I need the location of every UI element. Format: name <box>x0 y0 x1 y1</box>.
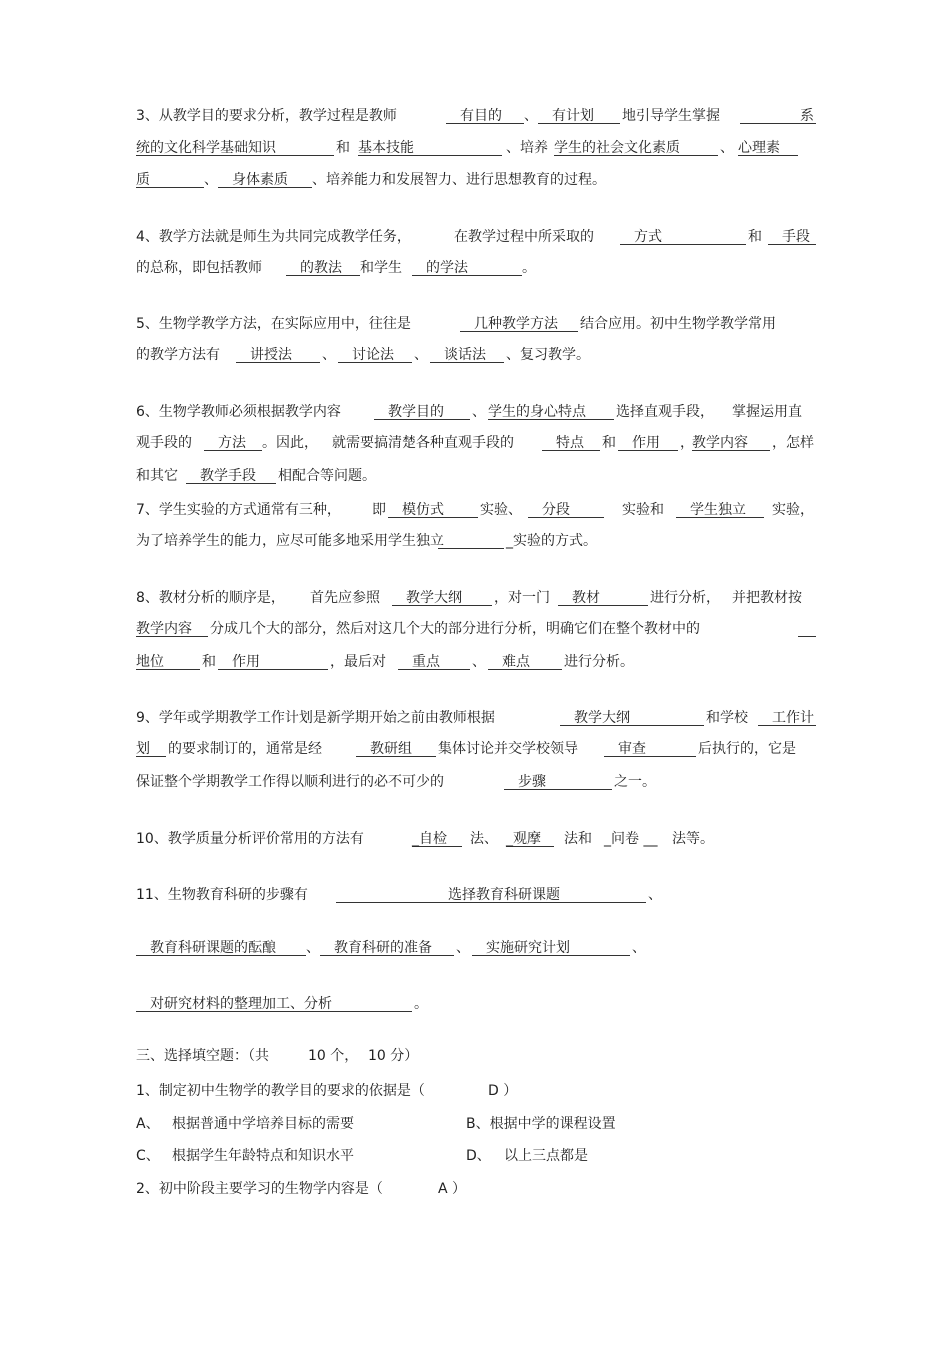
text-line <box>136 529 816 553</box>
text-segment: 选择直观手段， <box>616 404 714 420</box>
underlined-answer: 方法 <box>204 431 262 451</box>
text-segment: 相配合等问题。 <box>278 468 376 484</box>
text-segment: 。 <box>414 996 428 1012</box>
text-segment: 即 <box>372 502 386 518</box>
underlined-answer: 有计划 <box>538 104 620 124</box>
underlined-answer: 作用 <box>618 431 678 451</box>
underlined-answer: 步骤 <box>504 770 612 790</box>
text-segment: 10、教学质量分析评价常用的方法有 <box>136 831 364 847</box>
text-line <box>136 936 816 960</box>
underlined-answer: 学生的社会文化素质 <box>554 136 718 156</box>
text-segment: 首先应参照 <box>310 590 380 606</box>
underlined-answer: 基本技能 <box>358 136 502 156</box>
text-line <box>136 343 816 367</box>
text-segment: 8、教材分析的顺序是， <box>136 590 285 606</box>
text-line <box>136 650 816 674</box>
text-line <box>136 1112 816 1136</box>
underlined-answer: 质 <box>136 168 204 188</box>
text-segment: 保证整个学期教学工作得以顺利进行的必不可少的 <box>136 774 444 790</box>
text-segment: ，怎样 <box>772 435 814 451</box>
underlined-answer: 教学手段 <box>186 464 276 484</box>
text-line <box>136 1044 816 1068</box>
text-line <box>136 827 816 851</box>
text-segment: 后执行的，它是 <box>698 741 796 757</box>
underlined-answer: 模仿式 <box>388 498 478 518</box>
underlined-answer: 统的文化科学基础知识 <box>136 136 334 156</box>
text-line <box>136 104 816 128</box>
underlined-answer: 教学大纲 <box>560 706 704 726</box>
text-segment: _问卷 __ <box>604 831 658 847</box>
text-segment: 实验， <box>772 502 814 518</box>
underlined-answer: 分段 <box>528 498 604 518</box>
text-segment: 。 <box>522 260 536 276</box>
text-line <box>136 464 816 488</box>
underlined-answer: 对研究材料的整理加工、分析 <box>136 992 412 1012</box>
text-segment: 分成几个大的部分，然后对这几个大的部分进行分析，明确它们在整个教材中的 <box>210 621 700 637</box>
underlined-answer: 划 <box>136 737 166 757</box>
text-segment: 和 <box>602 435 616 451</box>
text-line <box>136 737 816 761</box>
text-segment: 观手段的 <box>136 435 192 451</box>
underlined-answer: 教学内容 <box>136 617 208 637</box>
underlined-answer: 的学法 <box>412 256 522 276</box>
text-line <box>136 312 816 336</box>
underlined-answer <box>438 529 504 549</box>
underlined-answer: 特点 <box>542 431 600 451</box>
text-line <box>136 883 816 907</box>
text-segment: A、 <box>136 1116 160 1132</box>
text-segment: 、 <box>456 940 470 956</box>
text-segment: 、 <box>632 940 646 956</box>
underlined-answer: 讨论法 <box>338 343 412 363</box>
text-segment: ，对一门 <box>494 590 550 606</box>
text-segment: 进行分析， <box>650 590 720 606</box>
text-segment: ， <box>680 435 694 451</box>
underlined-answer: 的教法 <box>286 256 360 276</box>
text-segment: 9、学年或学期教学工作计划是新学期开始之前由教师根据 <box>136 710 495 726</box>
text-segment: 的要求制订的，通常是经 <box>168 741 322 757</box>
text-line <box>136 168 816 192</box>
underlined-answer: 教研组 <box>356 737 436 757</box>
underlined-answer: 教育科研的准备 <box>320 936 454 956</box>
underlined-answer: 工作计 <box>758 706 816 726</box>
text-segment: 地引导学生掌握 <box>622 108 720 124</box>
text-segment: D、 <box>466 1148 491 1164</box>
underlined-answer: 审查 <box>604 737 696 757</box>
text-segment: 并把教材按 <box>732 590 802 606</box>
text-segment: 法和 <box>564 831 592 847</box>
text-segment: 1、制定初中生物学的教学目的要求的依据是（ <box>136 1083 425 1099</box>
text-line <box>136 136 816 160</box>
underlined-answer: 心理素 <box>738 136 798 156</box>
underlined-answer: 身体素质 <box>218 168 312 188</box>
underlined-answer: _观摩 <box>506 827 554 847</box>
text-segment: 和其它 <box>136 468 178 484</box>
text-segment: 和学校 <box>706 710 748 726</box>
underlined-answer: 地位 <box>136 650 200 670</box>
text-segment: 、 <box>472 654 486 670</box>
text-segment: 法、 <box>470 831 498 847</box>
text-line <box>136 256 816 280</box>
text-segment: 、 <box>204 172 218 188</box>
text-segment: 、 <box>648 887 662 903</box>
underlined-answer: 方式 <box>620 225 746 245</box>
text-segment: 在教学过程中所采取的 <box>454 229 594 245</box>
text-line <box>136 617 816 641</box>
text-segment: 的教学方法有 <box>136 347 220 363</box>
text-line <box>136 225 816 249</box>
text-segment: 和 <box>336 140 350 156</box>
underlined-answer: 教材 <box>558 586 648 606</box>
text-segment: 掌握运用直 <box>732 404 802 420</box>
underlined-answer: 手段 <box>768 225 816 245</box>
text-segment: 、 <box>322 347 336 363</box>
text-line <box>136 992 816 1016</box>
text-segment: 法等。 <box>672 831 714 847</box>
text-line <box>136 498 816 522</box>
text-segment: 以上三点都是 <box>504 1148 588 1164</box>
underlined-answer: 学生的身心特点 <box>488 400 614 420</box>
text-segment: 、 <box>472 404 486 420</box>
underlined-answer: 选择教育科研课题 <box>336 883 646 903</box>
text-segment: 就需要搞清楚各种直观手段的 <box>332 435 514 451</box>
text-segment: D ） <box>488 1083 518 1099</box>
text-line <box>136 400 816 424</box>
text-segment: 10 个， <box>308 1048 359 1064</box>
text-segment: 根据普通中学培养目标的需要 <box>172 1116 354 1132</box>
text-segment: 和 <box>748 229 762 245</box>
text-segment: 进行分析。 <box>564 654 634 670</box>
text-segment: 4、教学方法就是师生为共同完成教学任务， <box>136 229 411 245</box>
text-segment: B、根据中学的课程设置 <box>466 1116 616 1132</box>
text-segment: 根据学生年龄特点和知识水平 <box>172 1148 354 1164</box>
text-segment: 2、初中阶段主要学习的生物学内容是（ <box>136 1181 383 1197</box>
text-segment: 10 分） <box>368 1048 419 1064</box>
text-segment: 。因此， <box>262 435 318 451</box>
text-segment: C、 <box>136 1148 160 1164</box>
text-segment: _实验的方式。 <box>506 533 597 549</box>
underlined-answer: 谈话法 <box>430 343 504 363</box>
text-line <box>136 431 816 455</box>
text-line <box>136 770 816 794</box>
underlined-answer: _自检 <box>412 827 462 847</box>
underlined-answer: 教学目的 <box>374 400 470 420</box>
text-line <box>136 1177 816 1201</box>
text-segment: 、 <box>524 108 538 124</box>
text-segment: 、复习教学。 <box>506 347 590 363</box>
underlined-answer: 重点 <box>398 650 470 670</box>
underlined-answer: 学生独立 <box>676 498 764 518</box>
text-segment: 集体讨论并交学校领导 <box>438 741 578 757</box>
text-segment: 、培养能力和发展智力、进行思想教育的过程。 <box>312 172 606 188</box>
text-segment: 的总称，即包括教师 <box>136 260 262 276</box>
underlined-answer: 难点 <box>488 650 562 670</box>
text-line <box>136 586 816 610</box>
underlined-answer: 几种教学方法 <box>460 312 578 332</box>
underlined-answer: 作用 <box>218 650 328 670</box>
text-segment: 和 <box>202 654 216 670</box>
text-line <box>136 1079 816 1103</box>
text-segment: 实验和 <box>622 502 664 518</box>
text-segment: 为了培养学生的能力，应尽可能多地采用学生独立 <box>136 533 444 549</box>
text-segment: A ） <box>438 1181 467 1197</box>
text-segment: 实验、 <box>480 502 522 518</box>
underlined-answer: 实施研究计划 <box>472 936 630 956</box>
text-segment: 、 <box>306 940 320 956</box>
text-segment: 三、选择填空题：（共 <box>136 1048 269 1064</box>
text-line <box>136 706 816 730</box>
text-segment: 系 <box>800 108 814 124</box>
underlined-answer: 有目的 <box>446 104 524 124</box>
underlined-answer <box>798 617 816 637</box>
text-segment: 、培养 <box>506 140 548 156</box>
underlined-answer: 教学大纲 <box>392 586 492 606</box>
text-segment: ，最后对 <box>330 654 386 670</box>
text-segment: 7、学生实验的方式通常有三种， <box>136 502 341 518</box>
text-segment: 6、生物学教师必须根据教学内容 <box>136 404 341 420</box>
text-segment: 结合应用。初中生物学教学常用 <box>580 316 776 332</box>
underlined-answer: 讲授法 <box>236 343 320 363</box>
text-segment: 11、生物教育科研的步骤有 <box>136 887 308 903</box>
text-segment: 和学生 <box>360 260 402 276</box>
text-segment: 之一。 <box>614 774 656 790</box>
text-segment: 、 <box>720 140 734 156</box>
underlined-answer: 教育科研课题的酝酿 <box>136 936 306 956</box>
text-segment: 5、生物学教学方法，在实际应用中，往往是 <box>136 316 411 332</box>
underlined-answer: 教学内容 <box>692 431 770 451</box>
text-segment: 3、从教学目的要求分析，教学过程是教师 <box>136 108 397 124</box>
text-line <box>136 1144 816 1168</box>
text-segment: 、 <box>414 347 428 363</box>
